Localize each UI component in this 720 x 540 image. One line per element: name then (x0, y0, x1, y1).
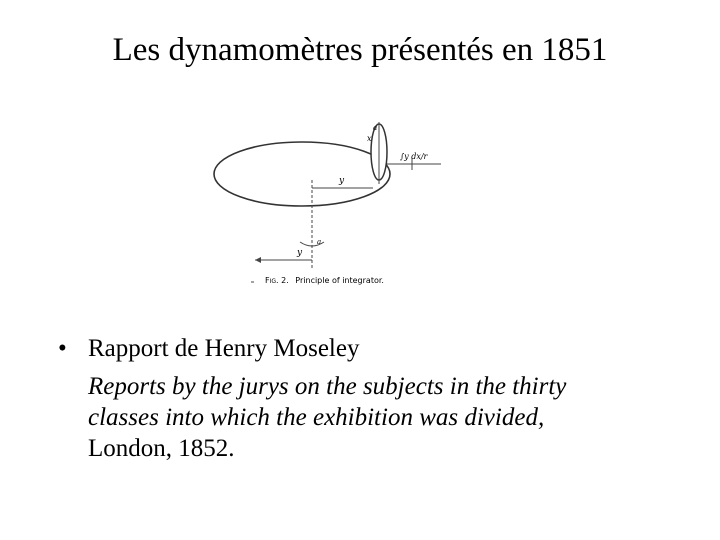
disc-ellipse (214, 142, 390, 206)
integrator-figure (205, 112, 455, 292)
arrow-head-bottom (255, 257, 261, 263)
figure-caption-number: Fig. 2. (265, 276, 289, 285)
bullet-reference (88, 371, 668, 464)
bullet-dot: • (58, 335, 67, 362)
figure-caption-text: Principle of integrator. (295, 276, 384, 285)
reference-line-1: Reports by the jurys on the subjects in the thirty (88, 373, 567, 400)
bullet-title: Rapport de Henry Moseley (88, 335, 360, 362)
label-small-a: a (373, 124, 378, 132)
figure-caption (265, 276, 384, 285)
integrator-diagram (205, 112, 455, 292)
reference-line-3: London, 1852. (88, 435, 235, 462)
label-y-top: y (339, 176, 345, 186)
slide-title: Les dynamomètres présentés en 1851 (112, 32, 608, 68)
label-integral: ∫y dx/r (400, 152, 428, 161)
label-x-wheel: x (367, 134, 372, 143)
label-small-b: a (317, 238, 322, 246)
reference-line-2: classes into which the exhibition was divided, (88, 404, 545, 431)
label-y-bottom: y (297, 248, 303, 258)
